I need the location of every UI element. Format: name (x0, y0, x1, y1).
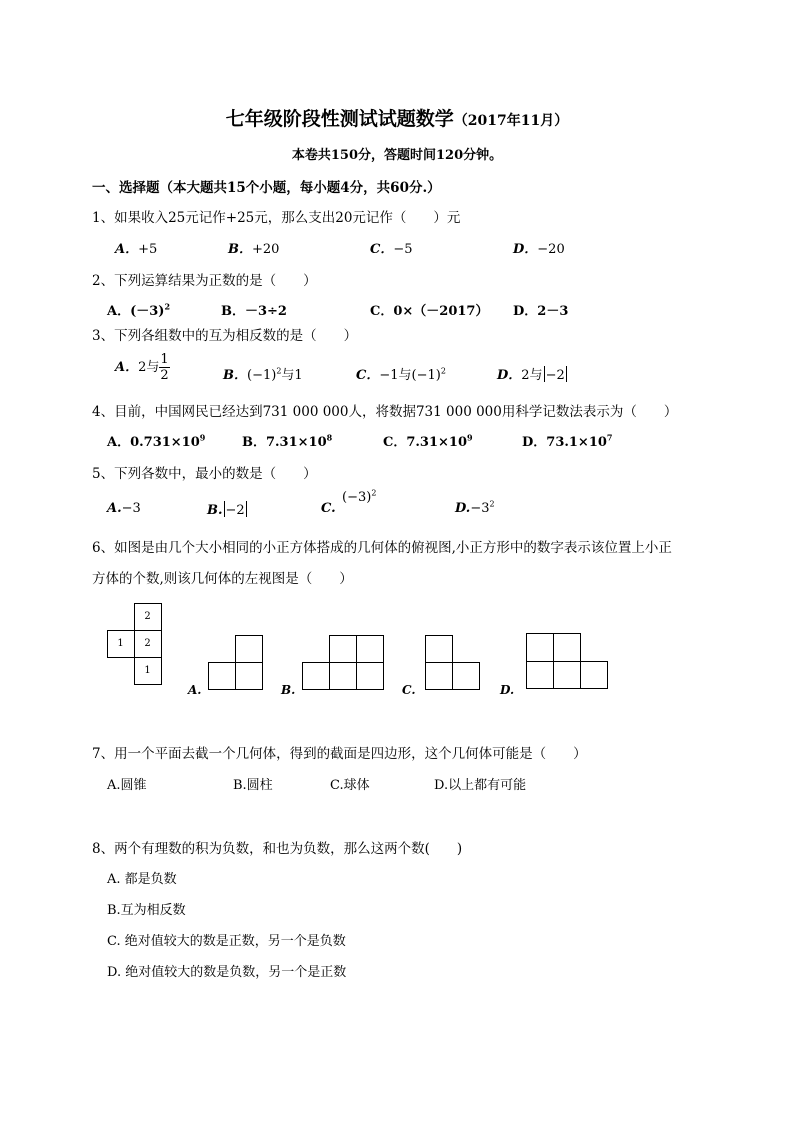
question-3-option-a: A．2与 $\frac{1}{2}$ (115, 352, 169, 383)
question-1-option-b: B．+20 (228, 242, 280, 257)
question-7-option-b: B.圆柱 (233, 778, 273, 793)
fraction-one-half: $\frac{1}{2}$ (160, 352, 169, 383)
question-4-option-a: A．$0.731\times 10^9$ (107, 432, 206, 450)
question-5-option-a: A.−3 (107, 501, 141, 516)
question-5-option-b: B. −2 (207, 503, 245, 518)
option-a-label: A. (188, 683, 202, 697)
option-b-label: B. (281, 683, 296, 697)
question-7-stem: 7、用一个平面去截一个几何体，得到的截面是四边形，这个几何体可能是（ ） (92, 746, 587, 762)
question-1-stem: 1、如果收入25元记作+25元，那么支出20元记作（ ）元 (92, 210, 461, 226)
question-3-option-d: D．2与 −2 (497, 368, 565, 383)
grid-number: 2 (144, 611, 151, 622)
question-4-option-c: C．$7.31\times 10^9$ (383, 432, 473, 450)
option-d-label: D. (500, 683, 515, 697)
question-5-option-c-label: C. (321, 501, 336, 516)
question-2-option-d: D．2－3 (513, 304, 569, 319)
grid-number: 1 (117, 638, 124, 649)
section-heading: 一、选择题（本大题共15个小题，每小题4分，共60分.） (92, 180, 441, 196)
page-title (0, 104, 794, 131)
question-3-option-c: C．−1与$(-1)^2$ (356, 366, 446, 383)
question-2-option-c: C．0×（－2017） (370, 304, 489, 319)
question-7-option-d: D.以上都有可能 (434, 778, 527, 793)
grid-number: 2 (144, 638, 151, 649)
question-2-option-a: A．$(-3)^2$ (107, 301, 171, 319)
question-7-option-a: A.圆锥 (107, 778, 147, 793)
question-3-option-b: B．$(-1)^2$与1 (223, 366, 303, 383)
question-8-option-a: A. 都是负数 (107, 872, 177, 887)
question-1-option-c: C．−5 (370, 242, 413, 257)
question-4-stem: 4、目前，中国网民已经达到731 000 000人，将数据731 000 000用科学记数法表示为（ ） (92, 404, 678, 420)
question-1-option-d: D．−20 (513, 242, 565, 257)
question-8-option-c: C. 绝对值较大的数是正数，另一个是负数 (107, 934, 346, 949)
question-1-option-a: A．+5 (115, 242, 158, 257)
question-5-option-c: $(-3)^2$ (342, 488, 377, 505)
question-2-option-b: B．－3÷2 (221, 304, 287, 319)
question-6-stem-line1: 6、如图是由几个大小相同的小正方体搭成的几何体的俯视图,小正方形中的数字表示该位置上小正 (92, 540, 672, 556)
exam-info: 本卷共150分，答题时间120分钟。 (291, 148, 503, 163)
question-2-stem: 2、下列运算结果为正数的是（ ） (92, 273, 317, 289)
question-6-stem-line2: 方体的个数,则该几何体的左视图是（ ） (92, 571, 353, 587)
question-4-option-d: D．$73.1\times 10^7$ (522, 432, 613, 450)
title-main: 七年级阶段性测试试题数学 (225, 108, 454, 130)
question-8-option-d: D. 绝对值较大的数是负数，另一个是正数 (107, 965, 347, 980)
question-3-stem: 3、下列各组数中的互为相反数的是（ ） (92, 328, 358, 344)
question-4-option-b: B．$7.31\times 10^8$ (242, 432, 333, 450)
option-c-label: C. (402, 683, 416, 697)
question-7-option-c: C.球体 (330, 778, 370, 793)
grid-number: 1 (144, 665, 151, 676)
question-5-option-d: $D.-3^2$ (455, 499, 495, 516)
question-5-stem: 5、下列各数中，最小的数是（ ） (92, 466, 317, 482)
title-date: （2017年11月） (453, 113, 569, 129)
question-8-option-b: B.互为相反数 (107, 903, 186, 918)
question-8-stem: 8、两个有理数的积为负数，和也为负数，那么这两个数( ) (92, 841, 463, 857)
